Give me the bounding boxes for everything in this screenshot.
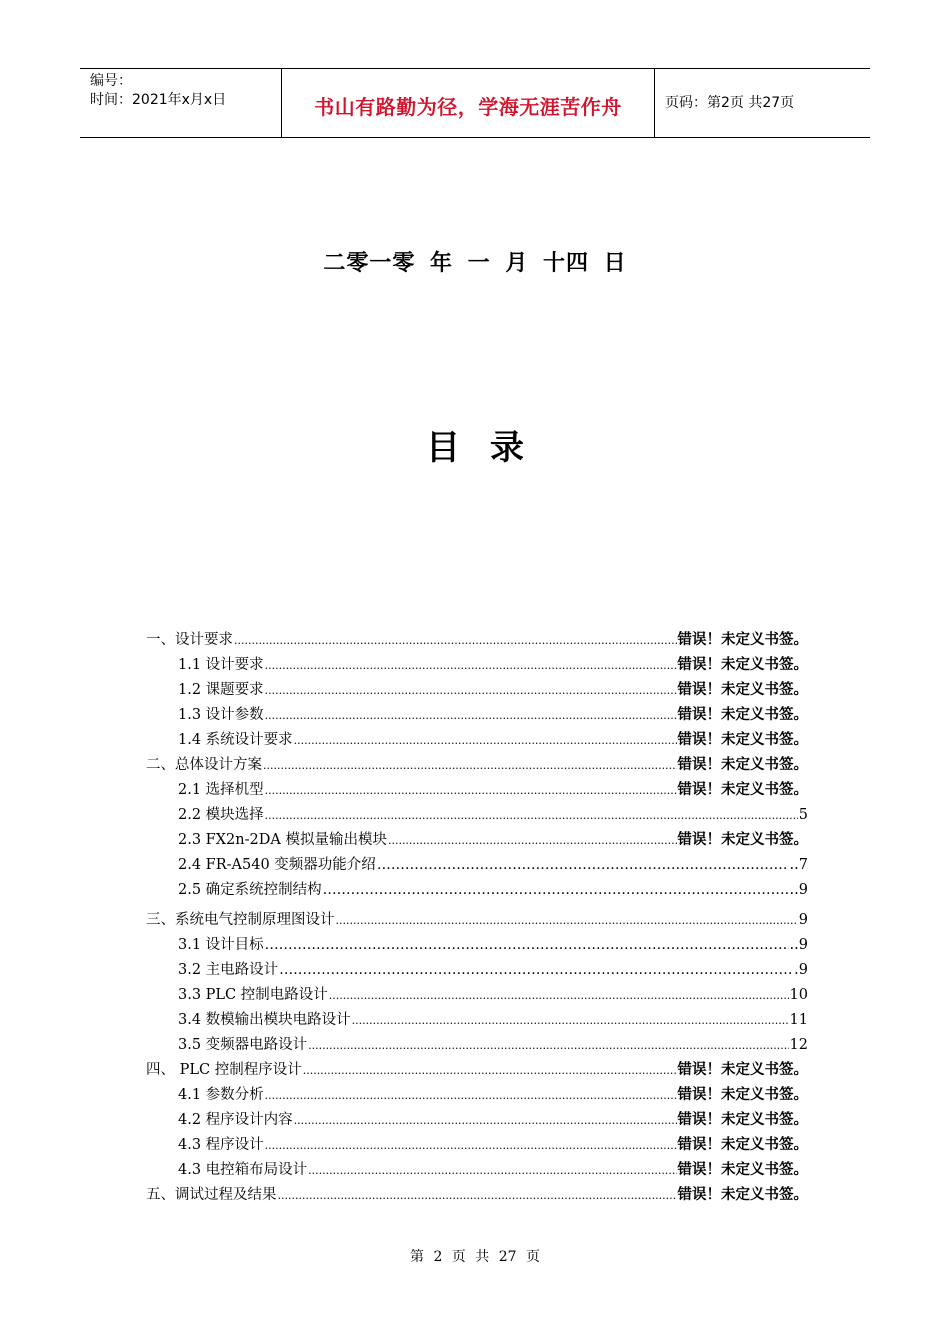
toc-entry-title: 4.1 参数分析 bbox=[178, 1087, 264, 1103]
toc-entry[interactable] bbox=[146, 778, 808, 803]
toc-leader-dots bbox=[265, 1133, 677, 1158]
toc-leader-dots bbox=[265, 803, 798, 828]
toc-entry-title: 2.4 FR-A540 变频器功能介绍 bbox=[178, 857, 376, 873]
toc-entry-title: 3.1 设计目标 bbox=[178, 937, 264, 953]
toc-entry-title: 3.4 数模输出模块电路设计 bbox=[178, 1012, 351, 1028]
toc-leader-dots bbox=[265, 778, 677, 803]
toc-entry-page: ..7 bbox=[789, 857, 808, 873]
toc-entry-page: 错误！未定义书签。 bbox=[677, 1137, 808, 1153]
toc-entry-page: 11 bbox=[789, 1012, 808, 1028]
toc-entry-title: 二、总体设计方案 bbox=[146, 757, 262, 773]
toc-entry-page: .9 bbox=[794, 962, 808, 978]
page-info: 页码：第2页 共27页 bbox=[665, 95, 795, 111]
toc-entry-page: 12 bbox=[789, 1037, 808, 1053]
toc-entry-page: 错误！未定义书签。 bbox=[677, 1062, 808, 1078]
time-label: 时间：2021年x月x日 bbox=[90, 92, 227, 108]
toc-entry[interactable] bbox=[146, 628, 808, 653]
toc-entry-page: 5 bbox=[798, 807, 808, 823]
toc-entry-page: 错误！未定义书签。 bbox=[677, 1112, 808, 1128]
motto-text: 书山有路勤为径，学海无涯苦作舟 bbox=[314, 95, 622, 119]
toc-entry[interactable] bbox=[146, 678, 808, 703]
toc-entry-page: 错误！未定义书签。 bbox=[677, 832, 808, 848]
toc-entry[interactable] bbox=[146, 1083, 808, 1108]
toc-entry[interactable] bbox=[146, 753, 808, 778]
toc-entry-title: 2.5 确定系统控制结构 bbox=[178, 882, 322, 898]
toc-leader-dots bbox=[323, 878, 789, 903]
toc-leader-dots bbox=[377, 853, 789, 878]
toc-entry[interactable] bbox=[146, 1008, 808, 1033]
toc-entry-title: 五、调试过程及结果 bbox=[146, 1187, 277, 1203]
toc-entry[interactable] bbox=[146, 878, 808, 903]
toc-entry-title: 1.3 设计参数 bbox=[178, 707, 264, 723]
toc-entry-title: 1.4 系统设计要求 bbox=[178, 732, 293, 748]
toc-leader-dots bbox=[352, 1008, 789, 1033]
toc-leader-dots bbox=[278, 1183, 677, 1208]
toc-entry[interactable] bbox=[146, 1108, 808, 1133]
toc-entry[interactable] bbox=[146, 1158, 808, 1183]
toc-leader-dots bbox=[265, 703, 677, 728]
toc-leader-dots bbox=[308, 1033, 788, 1058]
toc-entry[interactable] bbox=[146, 983, 808, 1008]
toc-entry-page: 错误！未定义书签。 bbox=[677, 1087, 808, 1103]
toc-entry-title: 3.5 变频器电路设计 bbox=[178, 1037, 308, 1053]
toc-entry-page: 错误！未定义书签。 bbox=[677, 1187, 808, 1203]
toc-leader-dots bbox=[265, 678, 677, 703]
toc-entry-title: 三、系统电气控制原理图设计 bbox=[146, 912, 335, 928]
header-info-cell bbox=[80, 69, 282, 137]
toc-entry-title: 2.1 选择机型 bbox=[178, 782, 264, 798]
toc-entry-page: 错误！未定义书签。 bbox=[677, 707, 808, 723]
toc-leader-dots bbox=[279, 958, 793, 983]
toc-entry-title: 2.2 模块选择 bbox=[178, 807, 264, 823]
toc-entry-page: 错误！未定义书签。 bbox=[677, 682, 808, 698]
toc-entry-page: 错误！未定义书签。 bbox=[677, 1162, 808, 1178]
toc-entry-page: 10 bbox=[789, 987, 808, 1003]
toc-entry-page: 错误！未定义书签。 bbox=[677, 632, 808, 648]
toc-entry[interactable] bbox=[146, 853, 808, 878]
toc-entry-page: 9 bbox=[798, 912, 808, 928]
toc-entry-page: ..9 bbox=[789, 937, 808, 953]
toc-entry[interactable] bbox=[146, 703, 808, 728]
toc-entry[interactable] bbox=[146, 828, 808, 853]
toc-entry[interactable] bbox=[146, 803, 808, 828]
toc-entry[interactable] bbox=[146, 933, 808, 958]
toc-entry-title: 2.3 FX2n-2DA 模拟量输出模块 bbox=[178, 832, 387, 848]
toc-entry-page: ..9 bbox=[789, 882, 808, 898]
toc-entry-page: 错误！未定义书签。 bbox=[677, 732, 808, 748]
toc-entry-page: 错误！未定义书签。 bbox=[677, 782, 808, 798]
toc-title: 目录 bbox=[426, 428, 554, 468]
toc-entry[interactable] bbox=[146, 1058, 808, 1083]
toc-leader-dots bbox=[265, 653, 677, 678]
document-date: 二零一零 年 一 月 十四 日 bbox=[323, 251, 627, 276]
number-label: 编号： bbox=[90, 73, 132, 89]
toc-entry[interactable] bbox=[146, 958, 808, 983]
toc-entry-title: 四、 PLC 控制程序设计 bbox=[146, 1062, 302, 1078]
toc-entry-title: 4.2 程序设计内容 bbox=[178, 1112, 293, 1128]
toc-leader-dots bbox=[303, 1058, 677, 1083]
toc-leader-dots bbox=[263, 753, 677, 778]
page-footer: 第 2 页 共 27 页 bbox=[410, 1249, 540, 1265]
toc-leader-dots bbox=[308, 1158, 676, 1183]
toc-leader-dots bbox=[294, 728, 677, 753]
toc-entry-title: 1.2 课题要求 bbox=[178, 682, 264, 698]
toc-entry[interactable] bbox=[146, 1183, 808, 1208]
toc-leader-dots bbox=[329, 983, 789, 1008]
table-of-contents bbox=[146, 628, 808, 1208]
toc-entry-title: 一、设计要求 bbox=[146, 632, 233, 648]
toc-entry[interactable] bbox=[146, 728, 808, 753]
toc-leader-dots bbox=[234, 628, 677, 653]
toc-entry[interactable] bbox=[146, 1133, 808, 1158]
header-page-cell bbox=[655, 69, 870, 137]
header-motto-cell bbox=[282, 69, 655, 137]
toc-leader-dots bbox=[388, 828, 677, 853]
toc-entry-title: 4.3 程序设计 bbox=[178, 1137, 264, 1153]
toc-entry[interactable] bbox=[146, 653, 808, 678]
toc-leader-dots bbox=[294, 1108, 677, 1133]
toc-entry[interactable] bbox=[146, 1033, 808, 1058]
toc-entry-title: 1.1 设计要求 bbox=[178, 657, 264, 673]
toc-entry-page: 错误！未定义书签。 bbox=[677, 657, 808, 673]
page-header bbox=[80, 68, 870, 138]
toc-entry-title: 4.3 电控箱布局设计 bbox=[178, 1162, 308, 1178]
toc-entry[interactable] bbox=[146, 908, 808, 933]
toc-leader-dots bbox=[336, 908, 798, 933]
toc-leader-dots bbox=[265, 933, 789, 958]
toc-entry-page: 错误！未定义书签。 bbox=[677, 757, 808, 773]
toc-entry-title: 3.2 主电路设计 bbox=[178, 962, 279, 978]
toc-leader-dots bbox=[265, 1083, 677, 1108]
toc-entry-title: 3.3 PLC 控制电路设计 bbox=[178, 987, 328, 1003]
